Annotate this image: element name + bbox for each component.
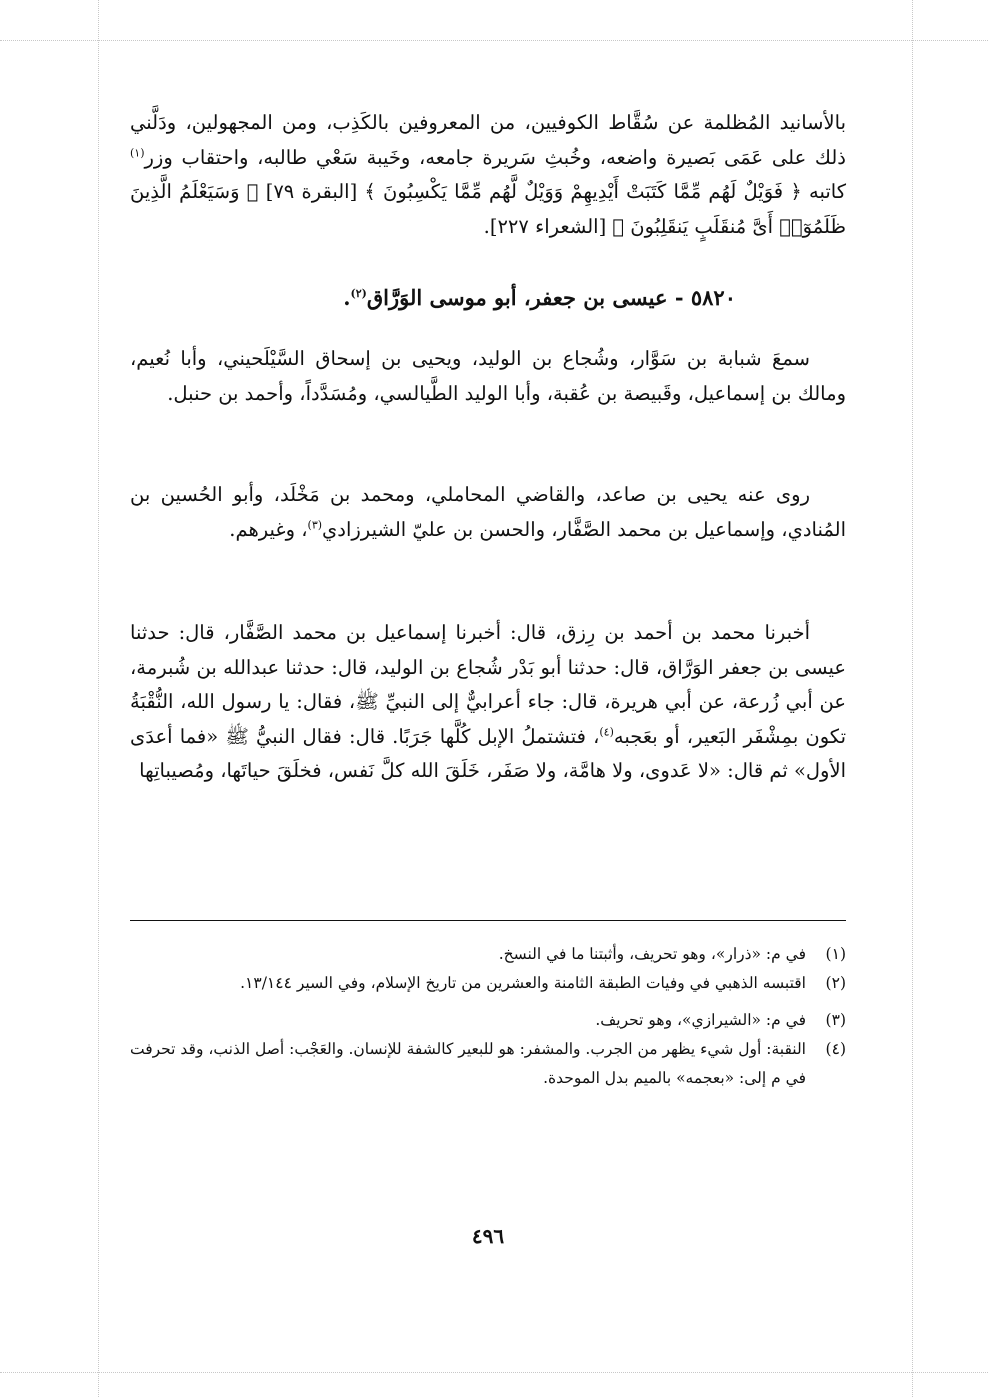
footnote-2 <box>130 969 846 998</box>
scan-guide-line <box>0 40 988 41</box>
book-page <box>130 106 846 1346</box>
footnote-1 <box>130 940 846 969</box>
footnote-ref-1[interactable]: (١) <box>130 146 145 160</box>
footnotes-section <box>130 940 846 1093</box>
footnotes-divider <box>130 920 846 921</box>
footnote-number: (٤) <box>825 1040 846 1058</box>
paragraph-intro-text: بالأسانيد المُظلمة عن سُقَّاط الكوفيين، من المعروفين بالكَذِب، ومن المجهولين، ودَلَّني ذلك على عَمَى بَصيرة واضعه، وخُبثِ سَريرة جامعه، وخَيبة سَعْي طالبه، واحتقاب وزر <box>130 111 846 169</box>
footnote-number: (١) <box>825 945 846 963</box>
footnote-4 <box>130 1035 846 1093</box>
footnote-text: في م: «الشيرازي»، وهو تحريف. <box>595 1011 806 1029</box>
scan-guide-line <box>912 0 913 1397</box>
entry-heading-end: . <box>343 285 351 310</box>
footnote-ref-4[interactable]: (٤) <box>599 725 614 739</box>
footnote-ref-2[interactable]: (٢) <box>350 287 367 300</box>
footnote-number: (٢) <box>825 974 846 992</box>
paragraph-students-end: ، وغيرهم. <box>229 517 308 541</box>
paragraph-students <box>130 478 846 616</box>
scan-guide-line <box>98 0 99 1397</box>
footnote-text: النقبة: أول شيء يظهر من الجرب. والمشفر: هو للبعير كالشفة للإنسان. والعَجْب: أصل الذنب، وقد تحرفت في م إلى: «بعجمه» بالميم بدل الموحدة. <box>129 1040 806 1087</box>
paragraph-teachers <box>130 342 846 478</box>
footnote-ref-3[interactable]: (٣) <box>307 518 323 532</box>
paragraph-intro-quran: كاتبه ﴿ فَوَيْلٌ لَهُم مِّمَّا كَتَبَتْ أَيْدِيهِمْ وَوَيْلٌ لَّهُم مِّمَّا يَكْسِبُونَ ﴾ [البقرة ٧٩] ﴿ وَسَيَعْلَمُ الَّذِينَ ظَلَمُوٓا۟ أَىَّ مُنقَلَبٍ يَنقَلِبُونَ ﴾ [الشعراء ٢٢٧]. <box>130 180 846 238</box>
paragraph-students-text: روى عنه يحيى بن صاعد، والقاضي المحاملي، ومحمد بن مَخْلَد، وأبو الحُسين بن المُنادي، وإسماعيل بن محمد الصَّفَّار، والحسن بن عليّ الشيرزادي <box>130 483 846 541</box>
paragraph-hadith-end: ، فتشتملُ الإبل كُلَّها جَرَبًا. قال: فقال النبيُّ ﷺ «فما أعدَى الأول» ثم قال: «لا عَدوى، ولا هامَّة، ولا صَفَر، خَلَقَ الله كلَّ نَفس، فخلَقَ حياتَها، ومُصيباتِها <box>130 724 846 783</box>
paragraph-intro <box>130 106 846 278</box>
page-number: ٤٩٦ <box>471 1224 505 1248</box>
paragraph-hadith <box>130 616 846 866</box>
footnote-number: (٣) <box>825 1011 846 1029</box>
footnote-text: اقتبسه الذهبي في وفيات الطبقة الثامنة والعشرين من تاريخ الإسلام، وفي السير ١٣/١٤٤. <box>240 974 806 992</box>
entry-heading-text: ٥٨٢٠ - عيسى بن جعفر، أبو موسى الوَرَّاق <box>366 285 736 310</box>
paragraph-hadith-text: أخبرنا محمد بن أحمد بن رِزق، قال: أخبرنا إسماعيل بن محمد الصَّفَّار، قال: حدثنا عيسى بن جعفر الوَرَّاق، قال: حدثنا أبو بَدْر شُجاع بن الوليد، قال: حدثنا عبدالله بن شُبرمة، عن أبي زُرعة، عن أبي هريرة، قال: جاء أعرابيٌّ إلى النبيِّ ﷺ، فقال: يا رسول الله، النُّقْبَةُ تكون بمِشْفَر البَعير، أو بعَجبه <box>130 621 846 748</box>
paragraph-teachers-text: سمعَ شبابة بن سَوَّار، وشُجاع بن الوليد، ويحيى بن إسحاق السَّيْلَحيني، وأبا نُعيم، ومالك بن إسماعيل، وقَبيصة بن عُقبة، وأبا الوليد الطَّيالسي، ومُسَدَّداً، وأحمد بن حنبل. <box>130 347 846 405</box>
footnote-3 <box>130 1006 846 1035</box>
entry-heading <box>130 278 846 334</box>
scan-guide-line <box>0 1372 988 1373</box>
footnote-text: في م: «ذرار»، وهو تحريف، وأثبتنا ما في النسخ. <box>498 945 806 963</box>
